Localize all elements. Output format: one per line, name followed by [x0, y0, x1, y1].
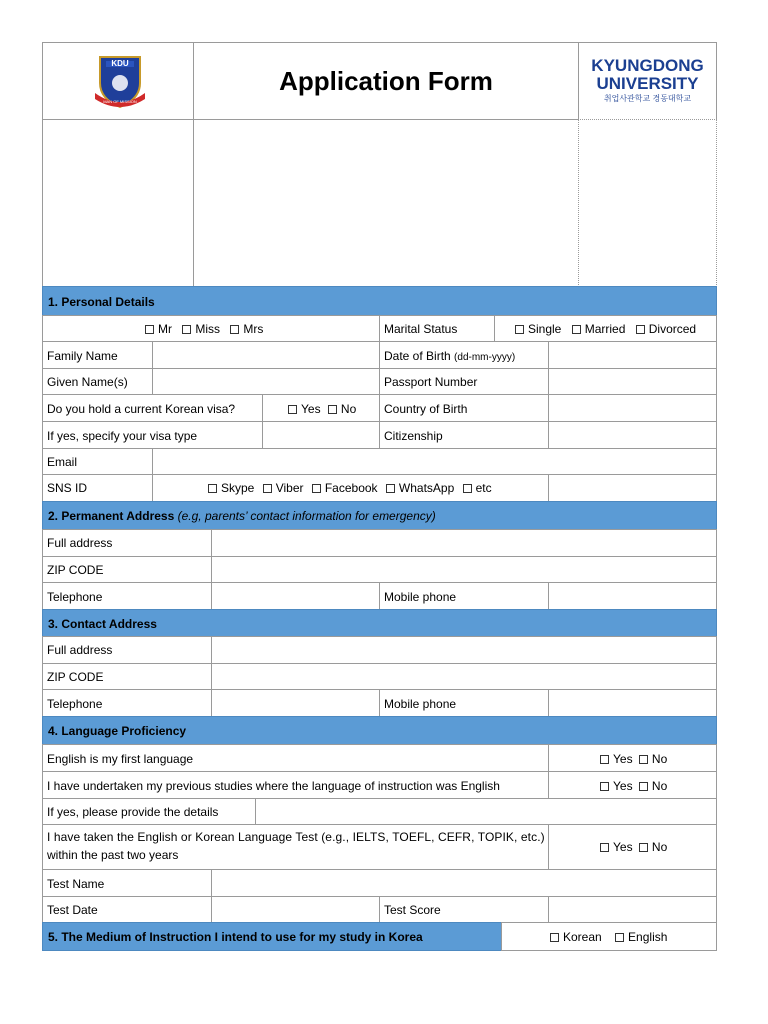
svg-text:MAN OF MISSION: MAN OF MISSION: [103, 99, 137, 104]
test-name-field[interactable]: [211, 869, 717, 897]
medium-options: [550, 930, 674, 944]
contact-full-address-field[interactable]: [211, 636, 717, 664]
sns-id-field[interactable]: [548, 474, 717, 502]
q-language-test-options: [600, 840, 674, 854]
q-language-test-label-line1: I have taken the English or Korean Language Test (e.g., IELTS, TOEFL, CEFR, TOPIK, etc.): [47, 830, 545, 844]
perm-mobile-field[interactable]: [548, 582, 717, 610]
test-score-label: Test Score: [384, 903, 441, 917]
q-details-label: If yes, please provide the details: [47, 805, 219, 819]
dob-label: Date of Birth (dd-mm-yyyy): [384, 349, 516, 363]
blank-cell-left: [42, 119, 194, 287]
perm-zip-label: ZIP CODE: [47, 563, 104, 577]
checkbox-icon[interactable]: [639, 782, 648, 791]
option-divorced[interactable]: Divorced: [636, 322, 696, 336]
passport-label-cell: [379, 368, 549, 395]
section-permanent-address-header: [42, 501, 717, 530]
test-score-field[interactable]: [548, 896, 717, 923]
visa-options: [288, 402, 363, 416]
test-date-label-cell: [42, 896, 212, 923]
test-name-label-cell: [42, 869, 212, 897]
blank-cell-middle[interactable]: [193, 119, 579, 287]
checkbox-icon[interactable]: [550, 933, 559, 942]
university-name-line1: KYUNGDONG: [591, 56, 704, 75]
option-mr[interactable]: Mr: [145, 322, 172, 336]
test-name-label: Test Name: [47, 877, 105, 891]
country-birth-label-cell: [379, 394, 549, 422]
university-name-line2: UNIVERSITY: [596, 74, 699, 93]
marital-options-cell: [494, 315, 717, 342]
section-title: 3. Contact Address: [48, 617, 157, 631]
checkbox-icon[interactable]: [182, 325, 191, 334]
option-visa-no[interactable]: No: [328, 402, 356, 416]
option-married[interactable]: Married: [572, 322, 626, 336]
right-logo-cell: [578, 42, 717, 120]
dob-format: (dd-mm-yyyy): [454, 352, 516, 363]
perm-telephone-label-cell: [42, 582, 212, 610]
q-language-test-cell: [42, 824, 549, 870]
checkbox-icon[interactable]: [230, 325, 239, 334]
contact-zip-field[interactable]: [211, 663, 717, 690]
section-contact-address-header: [42, 609, 717, 637]
q-language-test-options-cell: [548, 824, 717, 870]
perm-full-address-field[interactable]: [211, 529, 717, 557]
contact-zip-label-cell: [42, 663, 212, 690]
checkbox-icon[interactable]: [386, 484, 395, 493]
option-visa-yes[interactable]: Yes: [288, 402, 321, 416]
option-english[interactable]: English: [615, 930, 667, 944]
visa-type-label: If yes, specify your visa type: [47, 429, 198, 443]
email-label: Email: [47, 455, 78, 469]
checkbox-icon[interactable]: [288, 405, 297, 414]
visa-question-label: Do you hold a current Korean visa?: [47, 402, 236, 416]
visa-options-cell: [262, 394, 380, 422]
perm-telephone-label: Telephone: [47, 590, 103, 604]
checkbox-icon[interactable]: [615, 933, 624, 942]
perm-full-address-label: Full address: [47, 536, 113, 550]
option-yes[interactable]: Yes: [600, 752, 633, 766]
section-title: 2. Permanent Address (e.g, parents’ contact information for emergency): [48, 509, 436, 523]
country-of-birth-label: Country of Birth: [384, 402, 468, 416]
contact-mobile-label: Mobile phone: [384, 697, 457, 711]
option-korean[interactable]: Korean: [550, 930, 602, 944]
option-single[interactable]: Single: [515, 322, 561, 336]
option-etc[interactable]: etc: [463, 481, 492, 495]
option-facebook[interactable]: Facebook: [312, 481, 378, 495]
checkbox-icon[interactable]: [328, 405, 337, 414]
country-of-birth-field[interactable]: [548, 394, 717, 422]
visa-question-cell: [42, 394, 263, 422]
section-medium-of-instruction-header: [42, 922, 502, 951]
checkbox-icon[interactable]: [463, 484, 472, 493]
shield-crest-logo: [92, 53, 148, 111]
family-name-label: Family Name: [47, 349, 118, 363]
page-title: Application Form: [279, 66, 493, 96]
q-first-language-options-cell: [548, 744, 717, 772]
option-whatsapp[interactable]: WhatsApp: [386, 481, 454, 495]
checkbox-icon[interactable]: [263, 484, 272, 493]
q-previous-studies-cell: [42, 771, 549, 799]
marital-options: [515, 322, 703, 336]
option-miss[interactable]: Miss: [182, 322, 220, 336]
perm-mobile-label-cell: [379, 582, 549, 610]
passport-label: Passport Number: [384, 375, 478, 389]
visa-type-field[interactable]: [262, 421, 380, 449]
given-name-label-cell: [42, 368, 153, 395]
given-name-field[interactable]: [152, 368, 380, 395]
section-subtitle: (e.g, parents’ contact information for emergency): [177, 509, 436, 523]
family-name-field[interactable]: [152, 341, 380, 369]
option-yes[interactable]: Yes: [600, 840, 633, 854]
contact-telephone-field[interactable]: [211, 689, 380, 717]
sns-label-cell: [42, 474, 153, 502]
test-score-label-cell: [379, 896, 549, 923]
q-details-field[interactable]: [255, 798, 717, 825]
contact-telephone-label-cell: [42, 689, 212, 717]
sns-options: [208, 481, 499, 495]
title-options-cell: [42, 315, 380, 342]
q-first-language-label: English is my first language: [47, 752, 194, 766]
section-title: 1. Personal Details: [48, 295, 155, 309]
title-options: [145, 322, 270, 336]
perm-zip-field[interactable]: [211, 556, 717, 583]
sns-options-cell: [152, 474, 549, 502]
marital-status-label: Marital Status: [384, 322, 458, 336]
section-title: 5. The Medium of Instruction I intend to use for my study in Korea: [48, 930, 423, 944]
option-no[interactable]: No: [639, 752, 667, 766]
contact-mobile-field[interactable]: [548, 689, 717, 717]
checkbox-icon[interactable]: [600, 843, 609, 852]
svg-text:KDU: KDU: [111, 59, 129, 68]
option-no[interactable]: No: [639, 779, 667, 793]
option-mrs[interactable]: Mrs: [230, 322, 263, 336]
perm-mobile-label: Mobile phone: [384, 590, 457, 604]
email-label-cell: [42, 448, 153, 475]
section-personal-details-header: [42, 286, 717, 316]
photo-box[interactable]: [578, 119, 717, 287]
university-tagline: 취업사관학교 경동대학교: [603, 94, 692, 103]
left-logo-cell: [42, 42, 194, 120]
title-cell: [193, 42, 579, 120]
contact-full-address-label: Full address: [47, 643, 113, 657]
dob-label-cell: [379, 341, 549, 369]
checkbox-icon[interactable]: [312, 484, 321, 493]
given-name-label: Given Name(s): [47, 375, 128, 389]
checkbox-icon[interactable]: [145, 325, 154, 334]
checkbox-icon[interactable]: [515, 325, 524, 334]
citizenship-label-cell: [379, 421, 549, 449]
sns-id-label: SNS ID: [47, 481, 88, 495]
test-date-label: Test Date: [47, 903, 98, 917]
perm-zip-label-cell: [42, 556, 212, 583]
q-previous-studies-options-cell: [548, 771, 717, 799]
family-name-label-cell: [42, 341, 153, 369]
email-field[interactable]: [152, 448, 717, 475]
q-language-test-label-line2: within the past two years: [47, 848, 179, 862]
section-title: 4. Language Proficiency: [48, 724, 187, 738]
contact-full-address-label-cell: [42, 636, 212, 664]
option-viber[interactable]: Viber: [263, 481, 304, 495]
q-details-label-cell: [42, 798, 256, 825]
medium-options-cell: [501, 922, 717, 951]
option-skype[interactable]: Skype: [208, 481, 254, 495]
checkbox-icon[interactable]: [639, 843, 648, 852]
passport-field[interactable]: [548, 368, 717, 395]
q-first-language-options: [600, 752, 674, 766]
test-date-field[interactable]: [211, 896, 380, 923]
perm-full-address-label-cell: [42, 529, 212, 557]
checkbox-icon[interactable]: [600, 755, 609, 764]
citizenship-label: Citizenship: [384, 429, 443, 443]
marital-status-label-cell: [379, 315, 495, 342]
dob-field[interactable]: [548, 341, 717, 369]
q-previous-studies-label: I have undertaken my previous studies where the language of instruction was English: [47, 779, 500, 793]
checkbox-icon[interactable]: [639, 755, 648, 764]
contact-telephone-label: Telephone: [47, 697, 103, 711]
visa-type-label-cell: [42, 421, 263, 449]
citizenship-field[interactable]: [548, 421, 717, 449]
q-previous-studies-options: [600, 779, 674, 793]
contact-mobile-label-cell: [379, 689, 549, 717]
checkbox-icon[interactable]: [600, 782, 609, 791]
contact-zip-label: ZIP CODE: [47, 670, 104, 684]
q-first-language-cell: [42, 744, 549, 772]
checkbox-icon[interactable]: [636, 325, 645, 334]
option-no[interactable]: No: [639, 840, 667, 854]
checkbox-icon[interactable]: [208, 484, 217, 493]
perm-telephone-field[interactable]: [211, 582, 380, 610]
option-yes[interactable]: Yes: [600, 779, 633, 793]
section-language-proficiency-header: [42, 716, 717, 745]
checkbox-icon[interactable]: [572, 325, 581, 334]
